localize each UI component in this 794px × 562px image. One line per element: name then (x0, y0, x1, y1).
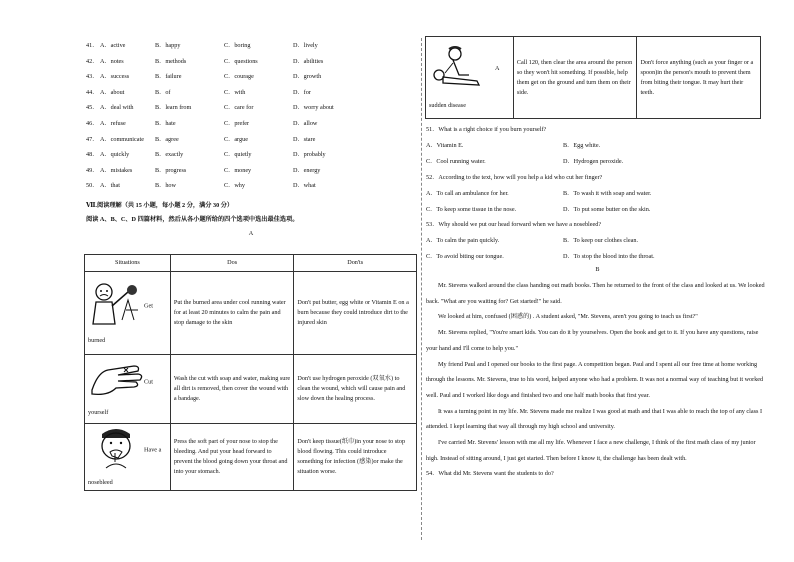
option: B．methods (155, 57, 187, 65)
section-heading: Ⅶ.阅读理解（共 15 小题，每小题 2 分，满分 30 分） (86, 202, 234, 209)
passage-a-label: A (248, 230, 254, 237)
option: C．argue (224, 135, 248, 143)
option: D．Hydrogen peroxide. (563, 158, 624, 165)
option: A．communicate (100, 135, 144, 143)
option: A．mistakes (100, 166, 133, 174)
question-stem: 51．What is a right choice if you burn yourself? (426, 126, 547, 133)
option: A．quickly (100, 151, 130, 159)
option: D．To put some butter on the skin. (563, 205, 651, 213)
option: C．with (224, 88, 246, 96)
paragraph: We looked at him, confused (困惑的) . A student asked, "Mr. Stevens, aren't you going to teach us first?" (438, 313, 698, 321)
option: C．quietly (224, 151, 252, 159)
question-stem: 53．Why should we put our head forward when we have a nosebleed? (426, 221, 602, 228)
paragraph: It was a turning point in my life. Mr. Stevens made me realize I was good at math and that I was able to reach the top of any class I attended. I kept learning that way all through my high school and university. (426, 407, 763, 431)
cut-hand-illustration (88, 360, 144, 404)
option: D．To stop the blood into the throat. (563, 253, 655, 260)
option: A．success (100, 73, 130, 81)
situation-text: sudden disease (429, 101, 466, 109)
option: C．prefer (224, 120, 250, 127)
situation-cell (85, 272, 171, 355)
option: C．why (224, 182, 245, 190)
paragraph: I've carried Mr. Stevens' lesson with me all my life. Whenever I face a new challenge, I think of the first math class of my junior high. Instead of sitting around, I just get started. Then before I know it, the challenge has been dealt with. (426, 439, 756, 462)
situation-text: burned (88, 337, 106, 344)
option: A．notes (100, 57, 124, 65)
paragraph: Mr. Stevens walked around the class handing out math books. Then he returned to the front of the class and looked at us. We looked back. "What are you waiting for? Get started!" he said. (426, 282, 765, 305)
question-number: 48． (86, 151, 99, 159)
question-number: 50． (86, 182, 99, 190)
paragraph: My friend Paul and I opened our books to the first page. A competition began. Paul and I spent all our free time at home working through the lessons. Mr. Stevens, true to his word, helped anyone who had a problem. It was not a normal way of teaching but it worked well. Paul and I worked like dogs and finished two and one half math books that first year. (426, 360, 764, 399)
option: A．Vitamin E. (426, 142, 464, 149)
sudden-disease-illustration (429, 45, 489, 93)
situation-text: A (495, 64, 500, 72)
option: C．Cool running water. (426, 158, 486, 165)
option: B．how (155, 182, 176, 190)
dos-cell: Wash the cut with soap and water, making sure all dirt is removed, then cover the wound with a bandage. (170, 355, 294, 424)
situation-text: Have a (144, 446, 162, 454)
option: C．money (224, 166, 252, 174)
question-number: 41． (86, 42, 99, 49)
column-separator (421, 38, 422, 540)
option: D．what (293, 182, 316, 190)
dos-donts-table (84, 254, 417, 491)
option: C．boring (224, 42, 251, 49)
passage-b (426, 278, 766, 482)
option: D．probably (293, 151, 326, 159)
question-number: 43． (86, 73, 99, 81)
option: A．To calm the pain quickly. (426, 237, 500, 244)
question-number: 47． (86, 135, 99, 143)
option: A．refuse (100, 120, 126, 127)
option: A．that (100, 182, 120, 190)
option: D．abilities (293, 57, 324, 65)
donts-cell: Don't keep tissue(纸巾)in your nose to stop blood flowing. This could introduce something for infection (感染)or make the situation worse. (294, 424, 417, 491)
option: C．To keep some tissue in the nose. (426, 205, 517, 213)
option: D．stare (293, 135, 316, 143)
option: B．happy (155, 42, 181, 49)
option: B．To wash it with soap and water. (563, 189, 652, 197)
situation-text: Cut (144, 378, 153, 386)
dos-donts-table-continued (425, 36, 761, 119)
option: B．learn from (155, 104, 192, 112)
table-row (85, 272, 417, 355)
question-number: 46． (86, 120, 99, 127)
situation-cell (85, 355, 171, 424)
donts-cell: Don't use hydrogen peroxide (双氧水) to clean the wound, which will cause pain and slow down the healing process. (294, 355, 417, 424)
burn-illustration (88, 280, 144, 332)
option: B．exactly (155, 151, 184, 159)
option: B．progress (155, 166, 187, 174)
option: B．Egg white. (563, 142, 601, 149)
option: A．active (100, 42, 126, 49)
option: D．for (293, 88, 311, 96)
situation-cell (426, 37, 514, 119)
option: B．hate (155, 120, 176, 127)
dos-cell: Call 120, then clear the area around the person so they won't hit something. If possible, help them get on the ground and turn them on their side. (513, 37, 637, 119)
situation-cell (85, 424, 171, 491)
option: A．about (100, 88, 125, 96)
option: C．care for (224, 104, 254, 112)
option: B．failure (155, 73, 182, 81)
question-number: 44． (86, 88, 99, 96)
option: B．agree (155, 135, 179, 143)
situation-text: nosebleed (88, 479, 113, 486)
donts-cell: Don't put butter, egg white or Vitamin E on a burn because they could introduce dirt to the injured skin (294, 272, 417, 355)
section-instruction: 阅读 A、B、C、D 四篇材料，然后从各小题所给的四个选项中选出最佳选项。 (86, 216, 299, 223)
passage-b-label: B (595, 266, 600, 273)
option: C．courage (224, 73, 254, 81)
situation-text: yourself (88, 409, 109, 416)
option: B．To keep our clothes clean. (563, 237, 638, 244)
situation-text: Get (144, 302, 153, 310)
option: D．allow (293, 120, 318, 127)
table-header: Don'ts (294, 255, 417, 272)
question-stem: 54．What did Mr. Stevens want the students to do? (426, 470, 554, 478)
paragraph: Mr. Stevens replied, "You're smart kids. You can do it by yourselves. Open the book and get to it. If you have any questions, raise your hand and I'll come to help you." (426, 329, 759, 352)
option: C．questions (224, 57, 258, 65)
dos-cell: Put the burned area under cool running water for at least 20 minutes to calm the pain and stop damage to the skin (170, 272, 294, 355)
donts-cell: Don't force anything (such as your finger or a spoon)in the person's mouth to prevent them from biting their tongue. It may hurt their teeth. (637, 37, 761, 119)
nosebleed-illustration (88, 426, 144, 474)
dos-cell: Press the soft part of your nose to stop the bleeding. And put your head forward to prevent the blood going down your throat and into your stomach. (170, 424, 294, 491)
table-row (85, 355, 417, 424)
right-column (425, 0, 794, 562)
option: D．growth (293, 73, 322, 81)
table-header: Dos (170, 255, 294, 272)
option: D．energy (293, 166, 321, 174)
table-row (426, 37, 761, 119)
option: B．of (155, 88, 171, 96)
option: D．lively (293, 42, 318, 49)
table-header: Situations (85, 255, 171, 272)
option: C．To avoid biting our tongue. (426, 253, 504, 260)
question-number: 42． (86, 57, 99, 65)
table-row (85, 424, 417, 491)
option: D．worry about (293, 104, 334, 112)
question-number: 45． (86, 104, 99, 112)
question-stem: 52．According to the text, how will you help a kid who cut her finger? (426, 173, 603, 181)
option: A．To call an ambulance for her. (426, 189, 509, 197)
option: A．deal with (100, 104, 134, 112)
question-number: 49． (86, 166, 99, 174)
